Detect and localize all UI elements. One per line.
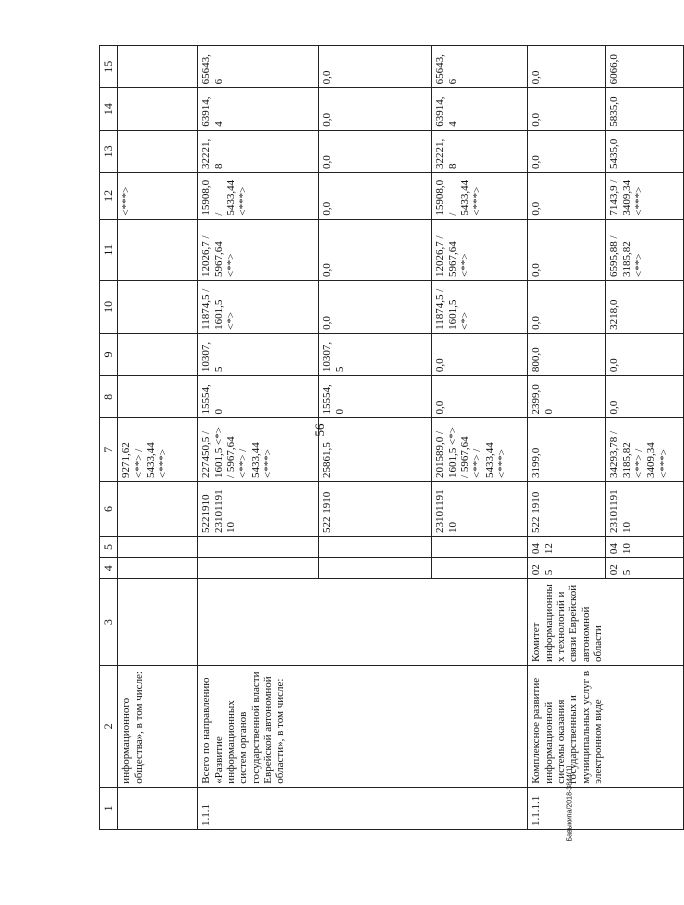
table-cell: 6595,88 / 3185,82 <**> — [606, 219, 684, 280]
table-cell: 1.1.1.1 — [528, 787, 684, 829]
table-row — [528, 46, 606, 830]
header-cell: 2 — [100, 666, 118, 788]
table-cell: Комитет информационных технологий и связи Еврейской автономной области — [528, 579, 684, 666]
table-cell: 3218,0 — [606, 280, 684, 333]
table-cell: Комплексное развитие информационной системы оказания государственных и муниципальных услуг в электронном виде — [528, 666, 684, 788]
header-cell: 9 — [100, 333, 118, 375]
table-cell: 0,0 — [319, 219, 432, 280]
table-cell: 5435,0 — [606, 130, 684, 172]
table-cell — [118, 46, 198, 88]
table-cell: 0,0 — [319, 280, 432, 333]
table-cell: 11874,5 / 1601,5 <*> — [432, 280, 528, 333]
table-cell — [118, 536, 198, 557]
table-cell: 15554,0 — [319, 376, 432, 418]
header-cell: 15 — [100, 46, 118, 88]
table-cell — [118, 130, 198, 172]
table-cell — [118, 787, 198, 829]
table-cell: 2310119110 — [606, 481, 684, 536]
table-cell: информационного общества», в том числе: — [118, 666, 198, 788]
table-cell — [118, 579, 198, 666]
header-cell: 3 — [100, 579, 118, 666]
table-cell: 0410 — [606, 536, 684, 557]
table-cell: 522 1910 — [319, 481, 432, 536]
header-cell: 7 — [100, 418, 118, 481]
table-cell: 1.1.1 — [198, 787, 528, 829]
table-cell: 0,0 — [606, 376, 684, 418]
table-cell: 15554,0 — [198, 376, 319, 418]
table-cell: 34293,78 / 3185,82 <**> / 3409,34 <***> — [606, 418, 684, 481]
table-cell: 63914,4 — [198, 88, 319, 130]
table-cell — [319, 558, 432, 579]
rotated-table-wrapper — [99, 45, 670, 830]
table-cell: 025 — [606, 558, 684, 579]
table-cell: 0,0 — [528, 46, 606, 88]
table-cell: 522 1910 — [528, 481, 606, 536]
table-cell — [319, 536, 432, 557]
table-cell: 025 — [528, 558, 606, 579]
table-cell — [198, 558, 319, 579]
table-cell — [432, 558, 528, 579]
table-cell: 3199,0 — [528, 418, 606, 481]
footer-code: Бавыкипа/2018-3844(1) — [566, 765, 574, 842]
table-cell: 9271,62 <**> / 5433,44 <***> — [118, 418, 198, 481]
table-cell: 65643,6 — [198, 46, 319, 88]
table-cell: 10307,5 — [319, 333, 432, 375]
table-cell: 15908,0 / 5433,44 <***> — [432, 173, 528, 220]
table-cell: 5835,0 — [606, 88, 684, 130]
header-cell: 10 — [100, 280, 118, 333]
table-cell: 0,0 — [528, 88, 606, 130]
table-cell: 65643,6 — [432, 46, 528, 88]
table-row — [198, 46, 319, 830]
table-cell: 0,0 — [319, 88, 432, 130]
table-cell — [118, 481, 198, 536]
table-cell: 0,0 — [432, 376, 528, 418]
table-cell: 0,0 — [432, 333, 528, 375]
table-cell — [198, 579, 528, 666]
table-cell: 32221,8 — [198, 130, 319, 172]
header-cell: 6 — [100, 481, 118, 536]
table-cell — [118, 280, 198, 333]
table-cell: <***> — [118, 173, 198, 220]
table-cell: 0,0 — [528, 173, 606, 220]
table-cell: 0,0 — [528, 219, 606, 280]
table-cell: 7143,9 / 3409,34 <***> — [606, 173, 684, 220]
table-cell: 5221910 2310119110 — [198, 481, 319, 536]
table-cell: 0,0 — [319, 130, 432, 172]
table-cell — [118, 88, 198, 130]
header-cell: 13 — [100, 130, 118, 172]
table-cell: 12026,7 / 5967,64 <**> — [432, 219, 528, 280]
header-cell: 8 — [100, 376, 118, 418]
table-cell: 25861,5 — [319, 418, 432, 481]
page-number: 56 — [312, 423, 327, 437]
table-cell: 0,0 — [606, 333, 684, 375]
table-cell — [432, 536, 528, 557]
table-cell: 227450,5 / 1601,5 <*> / 5967,64 <**> / 5433,44 <***> — [198, 418, 319, 481]
table-cell: 0,0 — [528, 130, 606, 172]
table-cell: 6066,0 — [606, 46, 684, 88]
header-cell: 11 — [100, 219, 118, 280]
table-header-row — [100, 46, 118, 830]
table-cell — [118, 219, 198, 280]
table-cell: 0,0 — [528, 280, 606, 333]
table-cell — [118, 558, 198, 579]
table-cell: 0,0 — [319, 46, 432, 88]
header-cell: 14 — [100, 88, 118, 130]
table-cell: 63914,4 — [432, 88, 528, 130]
table-row — [118, 46, 198, 830]
table-cell: 2399,00 — [528, 376, 606, 418]
table-cell: 0412 — [528, 536, 606, 557]
table-cell: 15908,0 / 5433,44 <***> — [198, 173, 319, 220]
header-cell: 12 — [100, 173, 118, 220]
table-cell: 0,0 — [319, 173, 432, 220]
header-cell: 4 — [100, 558, 118, 579]
header-cell: 1 — [100, 787, 118, 829]
table-cell: 32221,8 — [432, 130, 528, 172]
table-cell: 2310119110 — [432, 481, 528, 536]
table-cell: 11874,5 / 1601,5 <*> — [198, 280, 319, 333]
table-cell: 10307,5 — [198, 333, 319, 375]
header-cell: 5 — [100, 536, 118, 557]
table-cell: 800,0 — [528, 333, 606, 375]
table-cell: 12026,7 / 5967,64 <**> — [198, 219, 319, 280]
budget-table — [99, 45, 684, 830]
table-cell — [118, 333, 198, 375]
table-cell: 201589,0 / 1601,5 <*> / 5967,64 <**> / 5433,44 <***> — [432, 418, 528, 481]
table-cell: Всего по направлению «Развитие информационных систем органов государственной власти Еврейской автономной области», в том числе: — [198, 666, 528, 788]
table-cell — [198, 536, 319, 557]
table-cell — [118, 376, 198, 418]
